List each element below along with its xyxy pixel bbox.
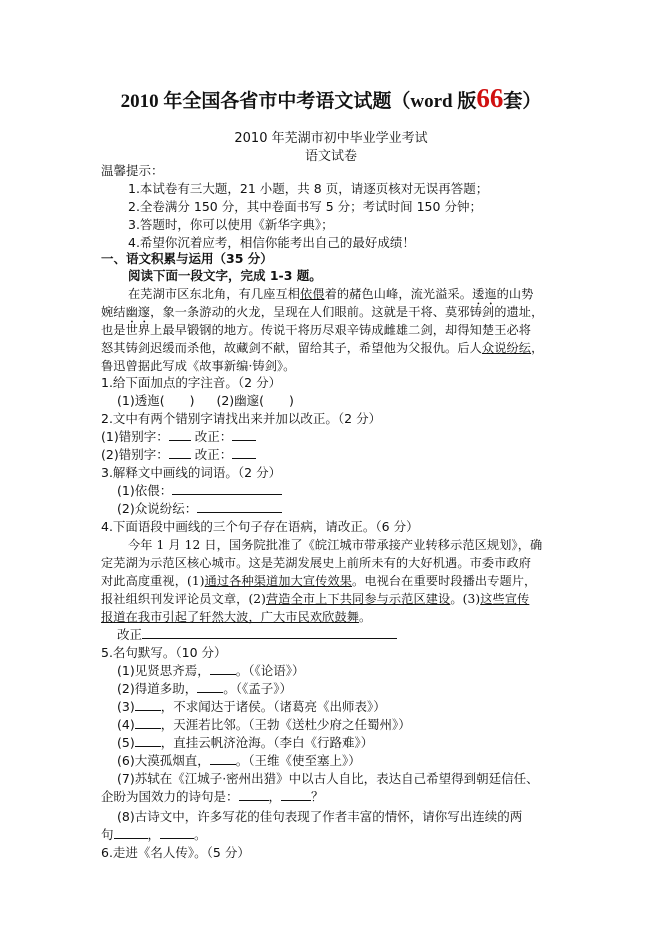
q4-line: 今年 1 月 12 日，国务院批准了《皖江城市带承接产业转移示范区规划》，确 <box>128 538 543 552</box>
q2-row: (2)错别字： 改正： <box>101 447 256 463</box>
tip-item: 4.希望你沉着应考，相信你能考出自己的最好成绩！ <box>128 235 415 250</box>
answer-blank[interactable] <box>142 627 397 639</box>
title-number: 66 <box>476 83 504 113</box>
q4-line: 定芜湖为示范区核心城市。这是芜湖发展史上前所未有的大好机遇。市委市政府 <box>101 556 532 570</box>
q2-row: (1)错别字： 改正： <box>101 429 256 445</box>
q1-item-a: (1)透迤( ) <box>117 393 195 408</box>
underlined-sentence: 报道在我市引起了轩然大波，广大市民欢欣鼓舞 <box>101 610 360 624</box>
q5-item: (6)大漠孤烟直， 。（王维《使至塞上》） <box>117 753 361 768</box>
underlined-word: 依偎 <box>300 287 325 301</box>
q5-item: (4) ，天涯若比邻。（王勃《送杜少府之任蜀州》） <box>117 717 411 732</box>
answer-blank[interactable] <box>232 447 256 459</box>
passage-line: 婉结幽邃，象一条游动的火龙，呈现在人们眼前。这就是干将、莫邪铸剑的遗址， <box>101 305 544 319</box>
q6-stem: 6.走进《名人传》。（5 分） <box>101 845 250 860</box>
q4-stem: 4.下面语段中画线的三个句子存在语病，请改正。（6 分） <box>101 519 419 534</box>
paper-name: 语文试卷 <box>304 149 357 164</box>
underlined-sentence: 通过各种渠道加大宣传效果 <box>204 574 353 588</box>
q3-item: (2)众说纷纭： <box>117 501 282 517</box>
answer-blank[interactable] <box>160 827 194 839</box>
answer-blank[interactable] <box>197 681 223 693</box>
q5-stem: 5.名句默写。（10 分） <box>101 645 227 660</box>
passage-line: 也是世界上最早锻钢的地方。传说干将历尽艰辛铸成雌雄二剑，却得知楚王必将 <box>101 323 532 337</box>
answer-blank[interactable] <box>197 501 282 513</box>
underlined-word: 众说纷纭 <box>481 341 532 355</box>
passage-line: 在芜湖市区东北角，有几座互相依偎着的赭色山峰，流光溢采。逶迤的山势 <box>128 287 534 301</box>
q1-answer-row <box>117 393 294 409</box>
q4-fix-row: 改正 <box>117 627 397 643</box>
document-title <box>0 83 662 114</box>
q4-line: 对此高度重视，(1)通过各种渠道加大宣传效果。电视台在重要时段播出专题片， <box>101 574 537 588</box>
title-prefix: 2010 年全国各省市中考语文试题（word 版 <box>120 91 477 112</box>
answer-blank[interactable] <box>210 663 236 675</box>
q4-line: 报社组织刊发评论员文章，(2)营造全市上下共同参与示范区建设。(3)这些宣传 <box>101 592 530 606</box>
dotted-word: 幽邃 <box>125 305 151 319</box>
q5-item8-answer: 句 ， 。 <box>101 827 207 842</box>
q5-item7: (7)苏轼在《江城子·密州出猎》中以古人自比，表达自己希望得到朝廷信任、 <box>117 771 539 786</box>
passage-line: 鲁迅曾据此写成《故事新编·铸剑》。 <box>101 359 296 373</box>
q1-item-b: (2)幽邃( ) <box>216 393 294 408</box>
answer-blank[interactable] <box>114 827 148 839</box>
section1-heading: 一、语文积累与运用（35 分） <box>101 251 273 266</box>
q2-stem: 2.文中有两个错别字请找出来并加以改正。（2 分） <box>101 411 382 426</box>
section1-instruction: 阅读下面一段文字，完成 1-3 题。 <box>128 268 322 283</box>
q3-stem: 3.解释文中画线的词语。（2 分） <box>101 465 282 480</box>
q4-line: 报道在我市引起了轩然大波，广大市民欢欣鼓舞。 <box>101 610 372 624</box>
underlined-sentence: 营造全市上下共同参与示范区建设 <box>266 592 451 606</box>
answer-blank[interactable] <box>135 717 161 729</box>
answer-blank[interactable] <box>172 483 282 495</box>
dotted-word: 逶迤 <box>472 287 497 301</box>
q5-item: (3) ，不求闻达于诸侯。（诸葛亮《出师表》） <box>117 699 386 714</box>
q5-item8: (8)古诗文中，许多写花的佳句表现了作者丰富的情怀，请你写出连续的两 <box>117 809 523 824</box>
q5-item: (5) ，直挂云帆济沧海。（李白《行路难》） <box>117 735 374 750</box>
answer-blank[interactable] <box>239 789 269 801</box>
answer-blank[interactable] <box>135 699 161 711</box>
exam-name: 2010 年芜湖市初中毕业学业考试 <box>234 131 428 146</box>
answer-blank[interactable] <box>135 735 161 747</box>
tip-item: 1.本试卷有三大题，21 小题，共 8 页，请逐页核对无误再答题； <box>128 181 489 196</box>
answer-blank[interactable] <box>169 447 191 459</box>
tip-item: 2.全卷满分 150 分，其中卷面书写 5 分；考试时间 150 分钟； <box>128 199 482 214</box>
title-suffix: 套） <box>503 91 542 112</box>
tip-item: 3.答题时，你可以使用《新华字典》； <box>128 217 334 232</box>
q5-item: (1)见贤思齐焉， 。（《论语》） <box>117 663 305 678</box>
underlined-sentence: 这些宣传 <box>480 592 530 606</box>
answer-blank[interactable] <box>210 753 236 765</box>
q5-item: (2)得道多助， 。（《孟子》） <box>117 681 292 696</box>
q3-item: (1)依偎： <box>117 483 282 499</box>
answer-blank[interactable] <box>281 789 311 801</box>
tips-label: 温馨提示： <box>101 163 164 178</box>
q1-stem: 1.给下面加点的字注音。（2 分） <box>101 375 282 390</box>
answer-blank[interactable] <box>169 429 191 441</box>
q5-item7-answer: 企盼为国效力的诗句是： ， ？ <box>101 789 324 804</box>
passage-line: 怒其铸剑迟缓而杀他，故藏剑不献，留给其子，希望他为父报仇。后人众说纷纭， <box>101 341 544 355</box>
answer-blank[interactable] <box>232 429 256 441</box>
